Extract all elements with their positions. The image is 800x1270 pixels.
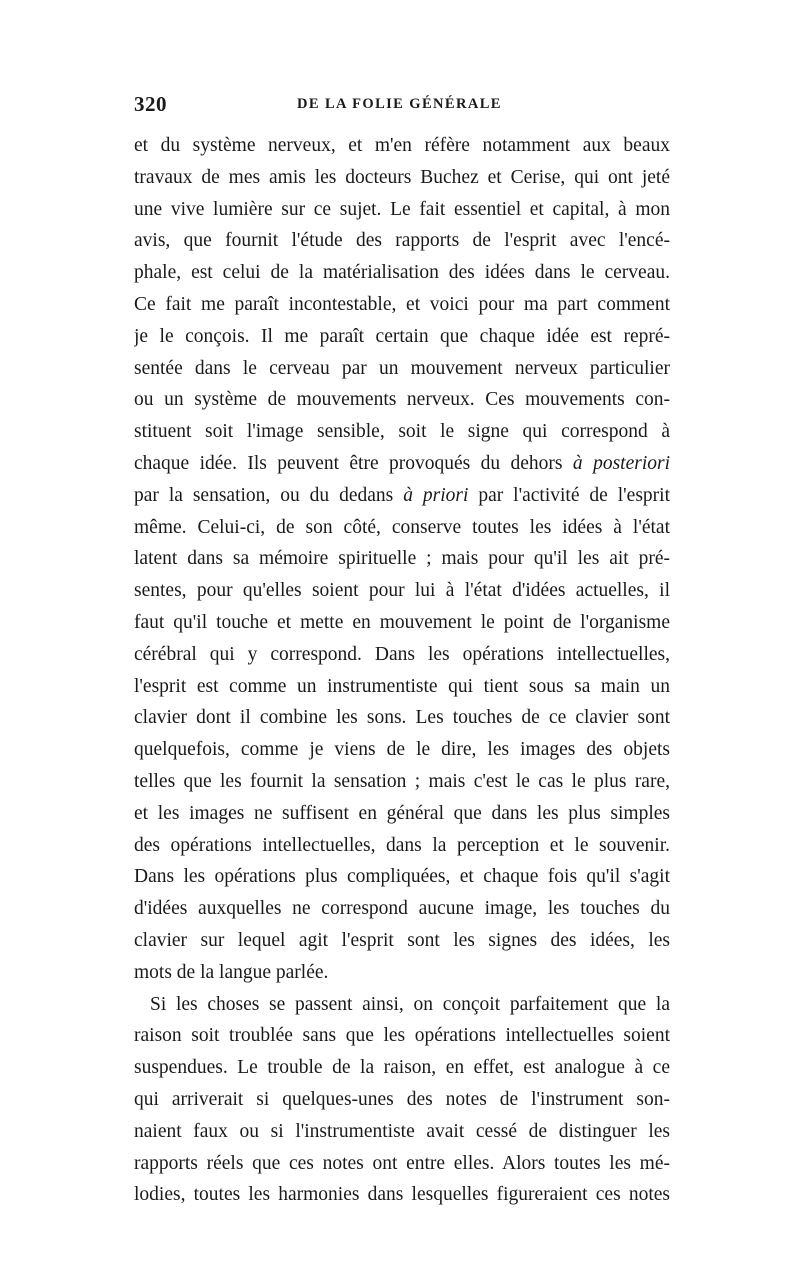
text-line: travaux de mes amis les docteurs Buchez et Cerise, qui ont jeté — [134, 166, 670, 188]
text-line: stituent soit l'image sensible, soit le signe qui correspond à — [134, 421, 670, 443]
text-line: même. Celui-ci, de son côté, conserve toutes les idées à l'état — [134, 516, 670, 538]
text-line: naient faux ou si l'instrumentiste avait cessé de distinguer les — [134, 1120, 670, 1142]
text-line: qui arriverait si quelques-unes des notes de l'instrument son- — [134, 1088, 670, 1110]
text-line: Dans les opérations plus compliquées, et chaque fois qu'il s'agit — [134, 866, 670, 888]
text-line: clavier dont il combine les sons. Les touches de ce clavier sont — [134, 707, 670, 729]
page-header — [134, 92, 674, 118]
italic-term: à posteriori — [572, 452, 670, 474]
text-line: clavier sur lequel agit l'esprit sont les signes des idées, les — [134, 929, 670, 951]
text-line: mots de la langue parlée. — [134, 961, 329, 983]
text-line: phale, est celui de la matérialisation des idées dans le cerveau. — [134, 262, 670, 284]
body-text — [134, 130, 670, 1211]
text-line: suspendues. Le trouble de la raison, en effet, est analogue à ce — [134, 1057, 670, 1079]
text-line: l'esprit est comme un instrumentiste qui tient sous sa main un — [134, 675, 670, 697]
text-line: quelquefois, comme je viens de le dire, les images des objets — [134, 739, 670, 761]
text-line: avis, que fournit l'étude des rapports de l'esprit avec l'encé- — [134, 230, 670, 252]
text-line: sentes, pour qu'elles soient pour lui à l'état d'idées actuelles, il — [134, 580, 670, 602]
text-line: Si les choses se passent ainsi, on conçoit parfaitement que la — [150, 993, 670, 1015]
text-run: par la sensation, ou du dedans — [134, 484, 404, 506]
text-line: faut qu'il touche et mette en mouvement le point de l'organisme — [134, 611, 670, 633]
text-line: d'idées auxquelles ne correspond aucune image, les touches du — [134, 898, 670, 920]
text-line: raison soit troublée sans que les opérations intellectuelles soient — [134, 1025, 670, 1047]
text-line: et du système nerveux, et m'en réfère notamment aux beaux — [134, 135, 670, 156]
italic-term: à priori — [403, 484, 469, 506]
text-run: chaque idée. Ils peuvent être provoqués du dehors — [134, 452, 573, 474]
text-line: rapports réels que ces notes ont entre elles. Alors toutes les mé- — [134, 1152, 670, 1174]
running-title: DE LA FOLIE GÉNÉRALE — [297, 96, 502, 112]
text-line: cérébral qui y correspond. Dans les opérations intellectuelles, — [134, 643, 670, 665]
text-line: lodies, toutes les harmonies dans lesquelles figureraient ces notes — [134, 1184, 670, 1206]
text-line: latent dans sa mémoire spirituelle ; mais pour qu'il les ait pré- — [134, 548, 670, 570]
page-number: 320 — [134, 92, 167, 116]
text-line: telles que les fournit la sensation ; mais c'est le cas le plus rare, — [134, 770, 670, 792]
text-line: je le conçois. Il me paraît certain que chaque idée est repré- — [134, 325, 670, 347]
text-line — [134, 448, 670, 480]
text-line: une vive lumière sur ce sujet. Le fait essentiel et capital, à mon — [134, 198, 670, 220]
text-line: des opérations intellectuelles, dans la perception et le souvenir. — [134, 834, 670, 856]
text-line: et les images ne suffisent en général que dans les plus simples — [134, 802, 670, 824]
text-line — [134, 480, 670, 512]
text-line: ou un système de mouvements nerveux. Ces mouvements con- — [134, 389, 670, 411]
text-line: sentée dans le cerveau par un mouvement nerveux particulier — [134, 357, 670, 379]
text-run: par l'activité de l'esprit — [468, 484, 670, 506]
text-line: Ce fait me paraît incontestable, et voici pour ma part comment — [134, 293, 670, 315]
